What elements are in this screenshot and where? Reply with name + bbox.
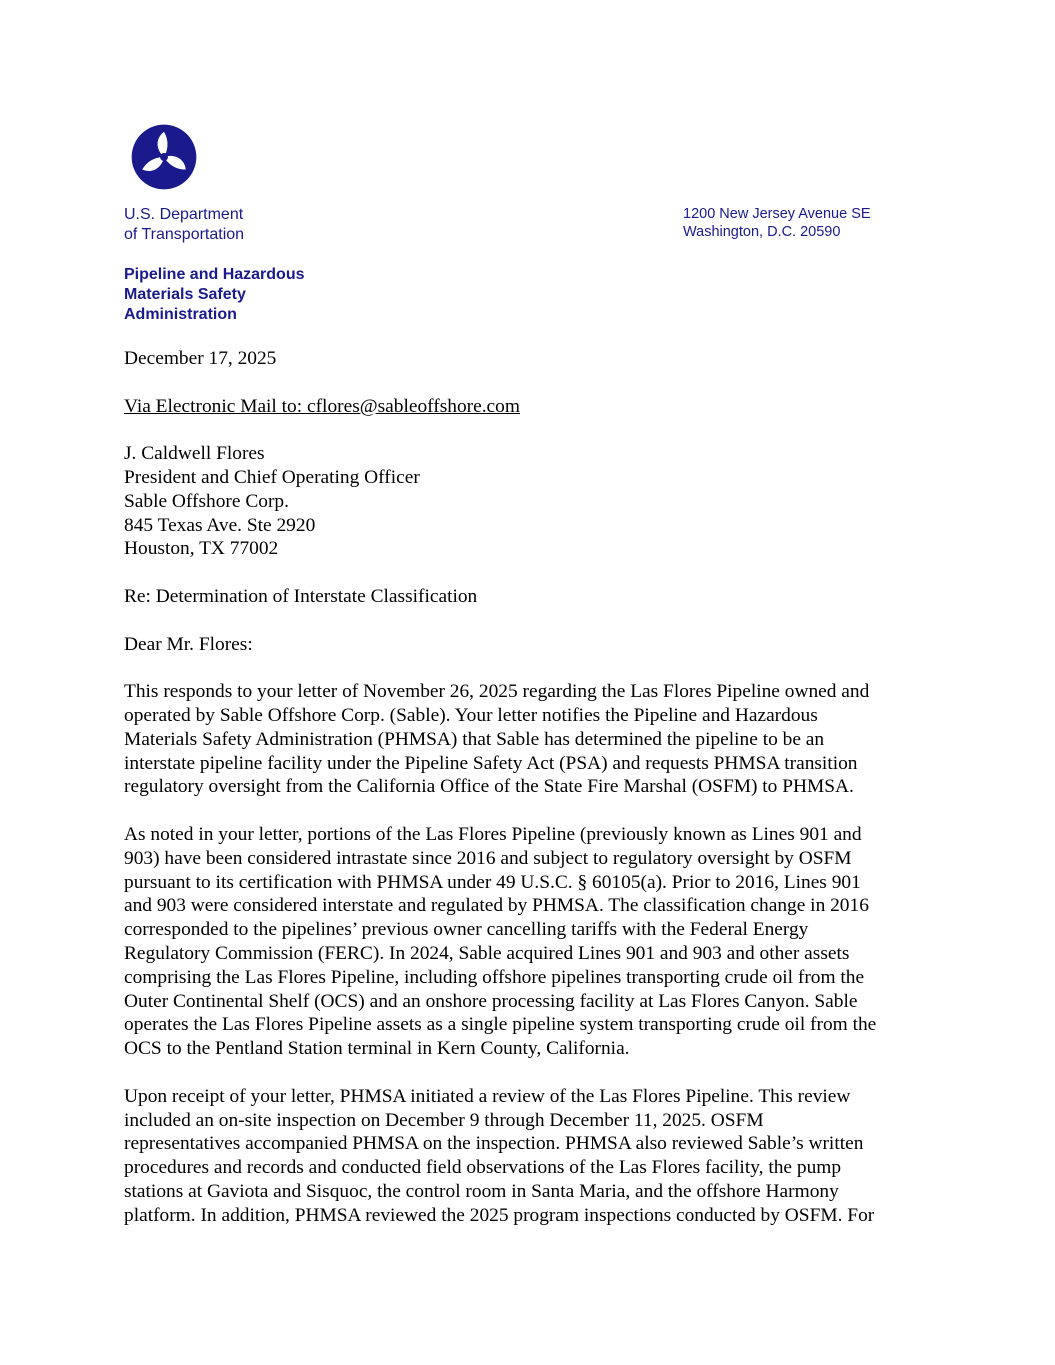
paragraph-line: representatives accompanied PHMSA on the inspection. PHMSA also reviewed Sable’s written	[124, 1133, 864, 1155]
paragraph-line: interstate pipeline facility under the Pipeline Safety Act (PSA) and requests PHMSA transition	[124, 752, 858, 774]
paragraph-line: regulatory oversight from the California Office of the State Fire Marshal (OSFM) to PHMSA.	[124, 776, 854, 798]
salutation: Dear Mr. Flores:	[124, 633, 253, 655]
address-line-2: Washington, D.C. 20590	[683, 224, 841, 240]
paragraph-1	[124, 680, 934, 799]
paragraph-line: comprising the Las Flores Pipeline, including offshore pipelines transporting crude oil from the	[124, 966, 865, 988]
recipient-line: 845 Texas Ave. Ste 2920	[124, 514, 316, 536]
recipient-line: President and Chief Operating Officer	[124, 466, 420, 488]
paragraph-2	[124, 823, 934, 1061]
paragraph-line: Materials Safety Administration (PHMSA) that Sable has determined the pipeline to be an	[124, 728, 825, 750]
recipient-line: Sable Offshore Corp.	[124, 490, 289, 512]
paragraph-line: As noted in your letter, portions of the Las Flores Pipeline (previously known as Lines 901 and	[124, 823, 862, 845]
paragraph-line: pursuant to its certification with PHMSA under 49 U.S.C. § 60105(a). Prior to 2016, Lines 901	[124, 871, 861, 893]
subject-line: Re: Determination of Interstate Classification	[124, 585, 478, 607]
dot-triskelion-logo-icon	[131, 124, 197, 190]
recipient-block	[124, 442, 934, 561]
administration-line: Pipeline and Hazardous	[124, 266, 305, 283]
paragraph-3	[124, 1085, 934, 1228]
letter-date: December 17, 2025	[124, 348, 277, 369]
paragraph-line: corresponded to the pipelines’ previous owner cancelling tariffs with the Federal Energy	[124, 919, 809, 941]
paragraph-line: Regulatory Commission (FERC). In 2024, Sable acquired Lines 901 and 903 and other assets	[124, 942, 850, 964]
delivery-method: Via Electronic Mail to: cflores@sableoffshore.com	[124, 395, 520, 417]
department-line-1: U.S. Department	[124, 206, 244, 223]
paragraph-line: procedures and records and conducted field observations of the Las Flores facility, the pump	[124, 1157, 842, 1179]
address-line-1: 1200 New Jersey Avenue SE	[683, 206, 871, 222]
department-name	[124, 205, 244, 245]
paragraph-line: stations at Gaviota and Sisquoc, the control room in Santa Maria, and the offshore Harmony	[124, 1180, 839, 1202]
paragraph-line: Outer Continental Shelf (OCS) and an onshore processing facility at Las Flores Canyon. Sable	[124, 990, 858, 1012]
paragraph-line: and 903 were considered interstate and regulated by PHMSA. The classification change in 2016	[124, 895, 869, 917]
recipient-line: J. Caldwell Flores	[124, 443, 265, 465]
administration-name	[124, 265, 304, 325]
department-line-2: of Transportation	[124, 226, 245, 243]
letter-body	[124, 347, 934, 1227]
department-address	[683, 205, 871, 241]
paragraph-line: operated by Sable Offshore Corp. (Sable). Your letter notifies the Pipeline and Hazardous	[124, 704, 818, 726]
paragraph-line: included an on-site inspection on December 9 through December 11, 2025. OSFM	[124, 1109, 764, 1131]
paragraph-line: 903) have been considered intrastate since 2016 and subject to regulatory oversight by OSFM	[124, 847, 852, 869]
paragraph-line: Upon receipt of your letter, PHMSA initiated a review of the Las Flores Pipeline. This review	[124, 1085, 851, 1107]
paragraph-line: operates the Las Flores Pipeline assets as a single pipeline system transporting crude oil from the	[124, 1014, 877, 1036]
paragraph-line: This responds to your letter of November 26, 2025 regarding the Las Flores Pipeline owned and	[124, 681, 870, 703]
administration-line: Administration	[124, 306, 237, 323]
paragraph-line: OCS to the Pentland Station terminal in Kern County, California.	[124, 1038, 630, 1060]
administration-line: Materials Safety	[124, 286, 246, 303]
paragraph-line: platform. In addition, PHMSA reviewed the 2025 program inspections conducted by OSFM. For	[124, 1204, 875, 1226]
recipient-line: Houston, TX 77002	[124, 538, 279, 560]
